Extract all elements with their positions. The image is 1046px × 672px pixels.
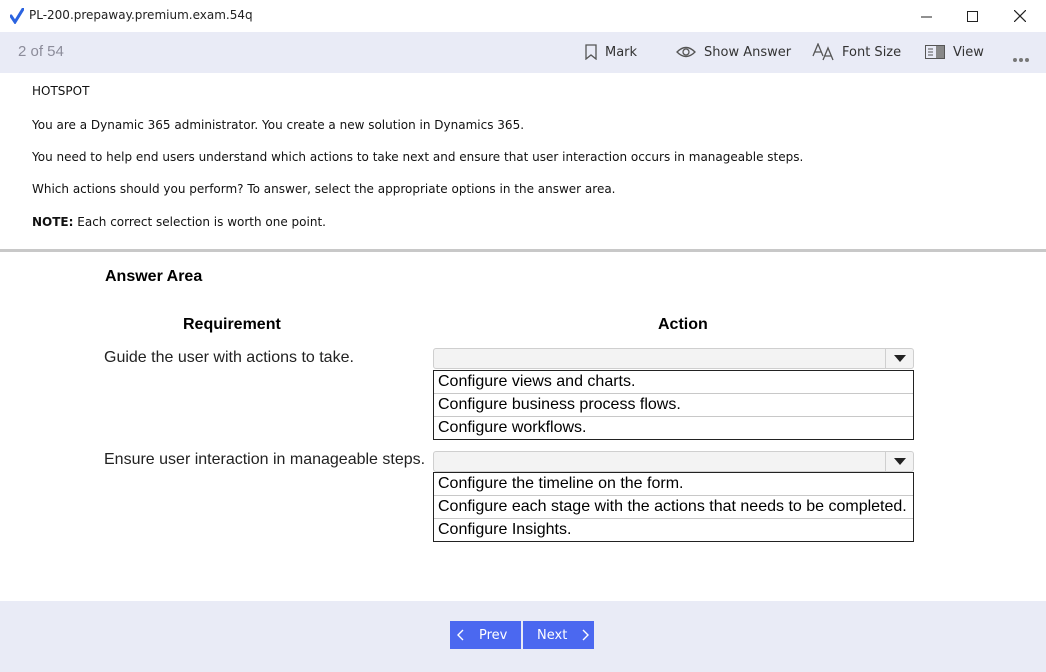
action-options-1 (433, 370, 914, 440)
option-1-1[interactable]: Configure views and charts. (434, 371, 913, 394)
toolbar (0, 32, 1046, 73)
show-answer-label: Show Answer (704, 44, 792, 60)
chevron-right-icon (581, 629, 589, 641)
requirement-header: Requirement (183, 316, 281, 333)
question-line-1: You are a Dynamic 365 administrator. You create a new solution in Dynamics 365. (32, 118, 525, 132)
note-label: NOTE: (32, 215, 74, 229)
action-dropdown-1[interactable] (433, 348, 914, 369)
action-options-2 (433, 472, 914, 542)
chevron-left-icon (457, 629, 465, 641)
question-note (32, 215, 326, 229)
bottom-navigation-bar (0, 601, 1046, 672)
action-header: Action (658, 316, 708, 333)
font-size-button[interactable] (812, 42, 901, 62)
question-type: HOTSPOT (32, 84, 90, 98)
question-counter: 2 of 54 (18, 43, 64, 60)
requirement-2: Ensure user interaction in manageable steps. (104, 451, 426, 468)
font-size-icon (812, 43, 834, 61)
chevron-down-icon (885, 349, 913, 368)
close-icon (1014, 10, 1026, 22)
option-2-1[interactable]: Configure the timeline on the form. (434, 473, 913, 496)
answer-area-title: Answer Area (105, 268, 203, 285)
prev-label: Prev (479, 627, 508, 643)
view-button[interactable] (925, 42, 984, 62)
prev-button[interactable] (450, 621, 521, 649)
font-size-label: Font Size (842, 44, 902, 60)
next-button[interactable] (523, 621, 594, 649)
note-text: Each correct selection is worth one point. (73, 215, 326, 229)
divider (0, 249, 1046, 252)
checkmark-logo-icon (10, 8, 24, 24)
more-options-icon[interactable] (1013, 49, 1031, 67)
maximize-icon (967, 11, 978, 22)
requirement-1: Guide the user with actions to take. (104, 349, 354, 366)
show-answer-button[interactable] (676, 42, 791, 62)
bookmark-icon (585, 44, 597, 60)
title-bar (0, 0, 1046, 33)
chevron-down-icon (885, 452, 913, 471)
view-icon (925, 45, 945, 59)
eye-icon (676, 45, 696, 59)
option-1-2[interactable]: Configure business process flows. (434, 394, 913, 417)
maximize-button[interactable] (949, 0, 995, 32)
mark-button[interactable] (585, 42, 637, 62)
option-2-3[interactable]: Configure Insights. (438, 521, 572, 538)
option-2-2[interactable]: Configure each stage with the actions that needs to be completed. (434, 496, 913, 519)
option-1-3[interactable]: Configure workflows. (438, 419, 587, 436)
question-line-3: Which actions should you perform? To answer, select the appropriate options in the answer area. (32, 182, 616, 196)
next-label: Next (537, 627, 568, 643)
view-label: View (953, 44, 984, 60)
mark-label: Mark (605, 44, 638, 60)
minimize-button[interactable] (903, 0, 949, 32)
window-title: PL-200.prepaway.premium.exam.54q (29, 8, 253, 22)
action-dropdown-2[interactable] (433, 451, 914, 472)
minimize-icon (921, 11, 932, 22)
question-line-2: You need to help end users understand which actions to take next and ensure that user interaction occurs in manageable steps. (32, 150, 804, 164)
close-button[interactable] (997, 0, 1043, 32)
